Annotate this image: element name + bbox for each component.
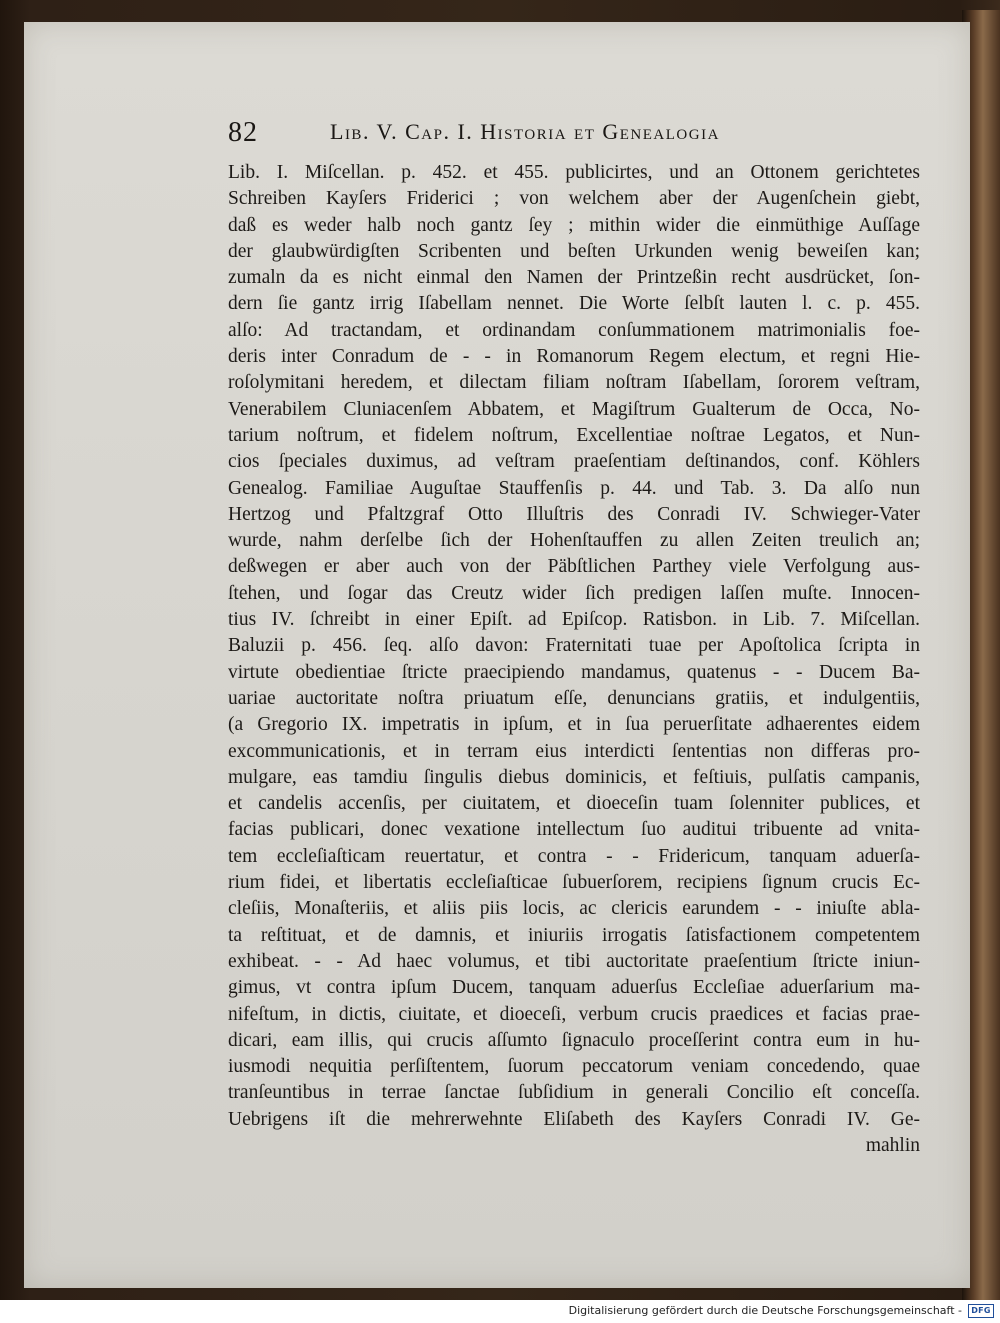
text-line: excommunicationis, et in terram eius interdicti ſententias non differas pro- <box>228 740 920 762</box>
text-line: Uebrigens iſt die mehrerwehnte Eliſabeth des Kayſers Conradi IV. Ge- <box>228 1108 920 1130</box>
text-line: dicari, eam illis, qui crucis aſſumto ſignaculo proceſſerint contra eum in hu- <box>228 1029 920 1051</box>
text-line: tius IV. ſchreibt in einer Epiſt. ad Epiſcop. Ratisbon. in Lib. 7. Miſcellan. <box>228 609 920 631</box>
text-line: Baluzii p. 456. ſeq. alſo davon: Fraternitati tuae per Apoſtolica ſcripta in <box>228 635 920 657</box>
text-line: iusmodi nequitia perſiſtentem, ſuorum peccatorum veniam concedendo, quae <box>228 1056 920 1078</box>
text-line: zumaln da es nicht einmal den Namen der Printzeßin recht ausdrücket, ſon- <box>228 267 920 289</box>
text-line: Schreiben Kayſers Friderici ; von welchem aber der Augenſchein giebt, <box>228 188 920 210</box>
text-line: deris inter Conradum de - - in Romanorum Regem electum, et regni Hie- <box>228 346 920 368</box>
text-line: et candelis accenſis, per ciuitatem, et dioeceſin tuam ſolenniter publices, et <box>228 793 920 815</box>
text-line: virtute obedientiae ſtricte praecipiendo mandamus, quatenus - - Ducem Ba- <box>228 661 920 683</box>
text-line: mulgare, eas tamdiu ſingulis diebus dominicis, et feſtiuis, pulſatis campanis, <box>228 766 920 788</box>
text-line: der glaubwürdigſten Scribenten und beſten Urkunden wenig beweiſen kan; <box>228 240 920 262</box>
text-line: wurde, nahm derſelbe ſich der Hohenſtauffen zu allen Zeiten treulich an; <box>228 530 920 552</box>
funding-credit: Digitalisierung gefördert durch die Deutsche Forschungsgemeinschaft - <box>568 1304 962 1317</box>
body-text <box>228 160 920 1159</box>
text-line: facias publicari, donec vexatione intellectum ſuo auditui tribuente ad vnita- <box>228 819 920 841</box>
running-head-title: Lib. V. Cap. I. Historia et Genealogia <box>330 119 720 144</box>
text-line: Lib. I. Miſcellan. p. 452. et 455. publicirtes, und an Ottonem gerichtetes <box>228 162 920 183</box>
text-line: Genealog. Familiae Auguſtae Stauffenſis p. 44. und Tab. 3. Da alſo nun <box>228 477 920 499</box>
running-head <box>228 117 818 153</box>
text-line: tarium noſtrum, et fidelem noſtrum, Excellentiae noſtrae Legatos, et Nun- <box>228 424 920 446</box>
text-line: Hertzog und Pfaltzgraf Otto Illuſtris des Conradi IV. Schwieger-Vater <box>228 503 920 525</box>
page-number: 82 <box>228 117 258 148</box>
dfg-logo: DFG <box>968 1304 994 1318</box>
text-line: Venerabilem Cluniacenſem Abbatem, et Magiſtrum Gualterum de Occa, No- <box>228 398 920 420</box>
text-line: cios ſpeciales duximus, ad veſtram praeſentiam deſtinandos, conf. Köhlers <box>228 451 920 473</box>
text-line: rium fidei, et libertatis eccleſiaſticae ſubuerſorem, recipiens ſignum crucis Ec- <box>228 872 920 894</box>
text-line: alſo: Ad tractandam, et ordinandam conſummationem matrimonialis foe- <box>228 319 920 341</box>
footer-bar <box>0 1300 1000 1323</box>
text-line-catchword: mahlin <box>865 1134 920 1156</box>
text-line: dern ſie gantz irrig Iſabellam nennet. Die Worte ſelbſt lauten l. c. p. 455. <box>228 293 920 315</box>
text-line: ta reſtituat, et de damnis, et iniuriis irrogatis ſatisfactionem competentem <box>228 924 920 946</box>
text-line: nifeſtum, in dictis, ciuitate, et dioeceſi, verbum crucis praedices et facias prae- <box>228 1003 920 1025</box>
text-line: tranſeuntibus in terrae ſanctae ſubſidium in generali Concilio eſt conceſſa. <box>228 1082 920 1104</box>
text-line: cleſiis, Monaſteriis, et aliis piis locis, ac clericis earundem - - iniuſte abla- <box>228 898 920 920</box>
text-line: (a Gregorio IX. impetratis in ipſum, et in ſua peruerſitate adhaerentes eidem <box>228 714 920 736</box>
text-line: exhibeat. - - Ad haec volumus, et tibi auctoritate praeſentium ſtricte iniun- <box>228 950 920 972</box>
text-line: roſolymitani heredem, et dilectam filiam noſtram Iſabellam, ſororem veſtram, <box>228 372 920 394</box>
text-line: uariae auctoritate noſtra priuatum eſſe, denuncians gratiis, et indulgentiis, <box>228 687 920 709</box>
text-line: deßwegen er aber auch von der Päbſtlichen Parthey viele Verfolgung aus- <box>228 556 920 578</box>
text-line: ſtehen, und ſogar das Creutz wider ſich predigen laſſen muſte. Innocen- <box>228 582 920 604</box>
text-line: tem eccleſiaſticam reuertatur, et contra - - Fridericum, tanquam aduerſa- <box>228 845 920 867</box>
text-line: gimus, vt contra ipſum Ducem, tanquam aduerſus Eccleſiae aduerſarium ma- <box>228 977 920 999</box>
text-line: daß es weder halb noch gantz ſey ; mithin wider die einmüthige Auſſage <box>228 214 920 236</box>
